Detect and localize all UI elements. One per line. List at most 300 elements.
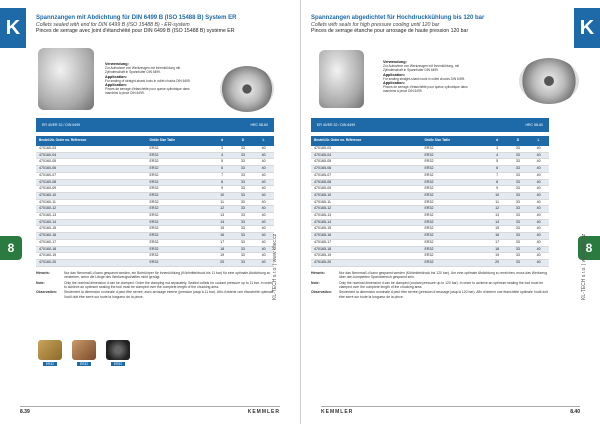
accessory-label: ER32 xyxy=(111,362,125,366)
table-cell: 40 xyxy=(253,206,274,213)
table-cell: 40 xyxy=(253,152,274,159)
table-cell: 3 xyxy=(212,146,233,152)
chapter-tab: 8 xyxy=(578,236,600,260)
usage-text-de: Zur Aufnahme von Werkzeugen mit Innenkühlung, mit Zylinderschaft in Spannfutter DIN 6499. xyxy=(383,64,459,73)
table-cell: 33 xyxy=(233,233,254,240)
accessory-item xyxy=(104,340,132,366)
table-cell: 470160-11 xyxy=(36,199,147,206)
table-cell: 33 xyxy=(233,253,254,260)
table-cell: 40 xyxy=(253,146,274,152)
table-cell: ER32 xyxy=(422,186,487,193)
side-text: KL-TECH s.r.o. | www.kltec.cz xyxy=(581,233,587,300)
table-row xyxy=(36,186,274,193)
table-cell: 40 xyxy=(253,159,274,166)
table-cell: 14 xyxy=(212,219,233,226)
table-cell: 12 xyxy=(212,206,233,213)
note-label: Hinweis: xyxy=(36,271,50,275)
footer xyxy=(321,406,580,416)
table-row xyxy=(311,233,549,240)
table-row xyxy=(311,253,549,260)
table-cell: 470160-06 xyxy=(36,166,147,173)
table-cell: 40 xyxy=(528,179,549,186)
table-cell: 10 xyxy=(212,192,233,199)
table-cell: 40 xyxy=(528,206,549,213)
note-row xyxy=(36,271,274,280)
page-title xyxy=(36,15,276,35)
accessory-item xyxy=(70,340,98,366)
table-cell: 40 xyxy=(253,166,274,173)
table-cell: 470160-12 xyxy=(36,206,147,213)
table-cell: 470165-14 xyxy=(311,219,422,226)
table-cell: 11 xyxy=(487,199,508,206)
table-cell: 470160-14 xyxy=(36,219,147,226)
table-cell: ER32 xyxy=(147,259,212,266)
table-cell: 33 xyxy=(233,152,254,159)
title-fr: Pinces de serrage avec joint d'étanchéité pour DIN 6499 B (ISO 15488 B) système ER xyxy=(36,28,235,35)
table-cell: 40 xyxy=(528,219,549,226)
table-cell: 33 xyxy=(508,226,529,233)
table-cell: 470165-09 xyxy=(311,186,422,193)
table-cell: 33 xyxy=(508,192,529,199)
notes xyxy=(311,271,549,300)
usage-text-de: Zur Aufnahme von Werkzeugen mit Innenkühlung mit Zylinderschaft in Spannfutter DIN 6499. xyxy=(105,66,181,75)
table-cell: 16 xyxy=(212,233,233,240)
table-cell: 13 xyxy=(487,213,508,220)
usage-text-en: For sealing straight-shank tools in collet chucks DIN 6499. xyxy=(383,76,466,81)
table-cell: ER32 xyxy=(422,239,487,246)
table-cell: 470165-15 xyxy=(311,226,422,233)
table-row xyxy=(36,246,274,253)
collet-image xyxy=(319,50,364,108)
spec-hardness: HRC 58-60 xyxy=(250,123,268,127)
spec-hardness: HRC 58-60 xyxy=(525,123,543,127)
table-cell: 18 xyxy=(212,246,233,253)
col-D: D xyxy=(233,136,254,146)
table-cell: 40 xyxy=(253,186,274,193)
note-label: Hinweis: xyxy=(311,271,325,275)
table-row xyxy=(311,219,549,226)
table-cell: 40 xyxy=(528,246,549,253)
col-d: d xyxy=(487,136,508,146)
collet-front-view xyxy=(519,58,579,104)
table-cell: 17 xyxy=(212,239,233,246)
table-cell: ER32 xyxy=(147,219,212,226)
table-cell: 40 xyxy=(253,219,274,226)
table-cell: 33 xyxy=(233,166,254,173)
note-row xyxy=(36,281,274,290)
table-cell: ER32 xyxy=(147,206,212,213)
table-cell: 13 xyxy=(212,213,233,220)
table-cell: 40 xyxy=(528,152,549,159)
table-cell: 470160-15 xyxy=(36,226,147,233)
note-row xyxy=(36,290,274,299)
col-L: L xyxy=(253,136,274,146)
table-cell: 7 xyxy=(487,172,508,179)
table-cell: ER32 xyxy=(147,246,212,253)
table-cell: 470160-16 xyxy=(36,233,147,240)
table-cell: 20 xyxy=(212,259,233,266)
table-cell: 33 xyxy=(508,253,529,260)
table-cell: 40 xyxy=(253,259,274,266)
table-row xyxy=(311,206,549,213)
table-cell: ER32 xyxy=(147,213,212,220)
table-cell: ER32 xyxy=(422,146,487,152)
table-cell: 470160-08 xyxy=(36,179,147,186)
note-row xyxy=(311,281,549,290)
accessory-item xyxy=(36,340,64,366)
table-row xyxy=(36,226,274,233)
table-cell: ER32 xyxy=(147,159,212,166)
table-cell: 33 xyxy=(233,206,254,213)
table-cell: ER32 xyxy=(422,213,487,220)
table-cell: 470165-17 xyxy=(311,239,422,246)
usage-text-fr: Pinces de serrage d'étanchéité pour queue cylindrique dans mandrins à pince DIN 6499. xyxy=(383,85,468,94)
table-cell: 40 xyxy=(528,213,549,220)
table-cell: ER32 xyxy=(147,233,212,240)
table-cell: 33 xyxy=(508,146,529,152)
table-cell: 6 xyxy=(487,166,508,173)
table-cell: 470165-19 xyxy=(311,253,422,260)
table-cell: 470165-06 xyxy=(311,166,422,173)
table-cell: ER32 xyxy=(422,259,487,266)
table-row xyxy=(311,239,549,246)
table-cell: 470165-05 xyxy=(311,159,422,166)
table-row xyxy=(36,172,274,179)
table-cell: 470160-03 xyxy=(36,146,147,152)
table-row xyxy=(36,192,274,199)
table-cell: 40 xyxy=(528,253,549,260)
page-number: 8.39 xyxy=(20,408,30,415)
note-text: Nur das Nennmaß d kann gespannt werden (Kühlmitteldruck bis 120 bar). Um eine optimale Abdichtung zu erreichen, muss das Werkzeug über den kompletten Spannbereich gespannt sein. xyxy=(339,271,548,280)
note-label: Observation: xyxy=(36,290,57,295)
table-cell: 470165-12 xyxy=(311,206,422,213)
table-cell: 470160-17 xyxy=(36,239,147,246)
table-row xyxy=(36,206,274,213)
table-cell: ER32 xyxy=(422,179,487,186)
table-row xyxy=(36,152,274,159)
table-cell: ER32 xyxy=(147,192,212,199)
col-L: L xyxy=(528,136,549,146)
table-cell: 40 xyxy=(528,186,549,193)
usage-label-en: Application: xyxy=(105,74,127,79)
table-cell: ER32 xyxy=(147,226,212,233)
table-cell: 4 xyxy=(487,152,508,159)
table-cell: 33 xyxy=(233,179,254,186)
table-cell: 8 xyxy=(487,179,508,186)
table-cell: 3 xyxy=(487,146,508,152)
accessory-image xyxy=(106,340,130,360)
table-cell: 470165-20 xyxy=(311,259,422,266)
table-cell: ER32 xyxy=(422,246,487,253)
table-cell: 9 xyxy=(487,186,508,193)
table-cell: 470160-18 xyxy=(36,246,147,253)
table-cell: 33 xyxy=(233,199,254,206)
table-cell: 470165-13 xyxy=(311,213,422,220)
table-row xyxy=(311,152,549,159)
table-cell: ER32 xyxy=(147,172,212,179)
spec-standard: ER 40/ER 32 / DIN 6499 xyxy=(42,123,81,127)
table-row xyxy=(36,199,274,206)
table-row xyxy=(311,213,549,220)
table-cell: 33 xyxy=(233,213,254,220)
table-cell: 7 xyxy=(212,172,233,179)
usage-label-fr: Application: xyxy=(105,83,127,88)
note-text: Nur das Nennmaß d kann gespannt werden, ein Bohrkörper für Innenkühlung (Kühlmitteldruck bis 11 bar) für eine optimale Abdichtung zu verstehen, wenn die Länge des Werkzeugschaftes nicht genügt. xyxy=(64,271,271,280)
table-cell: 470160-07 xyxy=(36,172,147,179)
table-cell: 470160-13 xyxy=(36,213,147,220)
table-cell: 33 xyxy=(233,246,254,253)
table-row xyxy=(36,233,274,240)
table-cell: 6 xyxy=(212,166,233,173)
table-row xyxy=(36,253,274,260)
table-cell: 33 xyxy=(508,199,529,206)
table-cell: ER32 xyxy=(147,152,212,159)
table-cell: 470165-18 xyxy=(311,246,422,253)
right-page xyxy=(300,0,600,424)
note-label: Note: xyxy=(311,280,320,285)
col-size: Größe Size Taille xyxy=(147,136,212,146)
table-cell: 19 xyxy=(212,253,233,260)
table-cell: 33 xyxy=(508,213,529,220)
table-cell: 470165-08 xyxy=(311,179,422,186)
usage-label-de: Verwendung: xyxy=(383,60,407,64)
col-D: D xyxy=(508,136,529,146)
table-cell: ER32 xyxy=(422,226,487,233)
table-cell: 470165-07 xyxy=(311,172,422,179)
table-cell: 40 xyxy=(253,253,274,260)
table-cell: 19 xyxy=(487,253,508,260)
table-cell: ER32 xyxy=(147,239,212,246)
notes xyxy=(36,271,274,300)
table-cell: 33 xyxy=(233,159,254,166)
table-cell: ER32 xyxy=(422,233,487,240)
table-cell: ER32 xyxy=(422,253,487,260)
table-cell: ER32 xyxy=(147,179,212,186)
table-cell: ER32 xyxy=(147,166,212,173)
table-cell: 33 xyxy=(508,259,529,266)
table-row xyxy=(311,246,549,253)
table-cell: 33 xyxy=(233,239,254,246)
table-cell: 33 xyxy=(508,219,529,226)
table-cell: 33 xyxy=(233,192,254,199)
table-cell: 470160-09 xyxy=(36,186,147,193)
table-cell: 18 xyxy=(487,246,508,253)
table-row xyxy=(311,226,549,233)
table-cell: ER32 xyxy=(422,199,487,206)
chapter-tab: 8 xyxy=(0,236,22,260)
table-cell: 40 xyxy=(528,146,549,152)
table-cell: ER32 xyxy=(147,186,212,193)
table-cell: ER32 xyxy=(422,206,487,213)
title-en: Collets sealed with end for DIN 6499 B (ISO 15488 B) - ER-system xyxy=(36,21,190,28)
table-cell: 15 xyxy=(212,226,233,233)
note-text: Only the nominal dimension d can be clamped (coolant pressure up to 120 bar). In order to achieve an optimum sealing the tool must be clamped over the complete length of the chucking area. xyxy=(339,280,544,290)
usage-description xyxy=(383,60,478,94)
table-cell: 470165-10 xyxy=(311,192,422,199)
table-row xyxy=(311,259,549,266)
table-cell: 40 xyxy=(528,226,549,233)
table-cell: 9 xyxy=(212,186,233,193)
accessory-image xyxy=(72,340,96,360)
table-cell: 4 xyxy=(212,152,233,159)
table-cell: 33 xyxy=(508,166,529,173)
table-cell: ER32 xyxy=(422,172,487,179)
table-cell: 33 xyxy=(508,206,529,213)
usage-text-fr: Pinces de serrage d'étanchéité pour queue cylindrique dans mandrins à pince DIN 6499. xyxy=(105,87,190,96)
table-cell: 40 xyxy=(253,246,274,253)
table-cell: ER32 xyxy=(147,146,212,152)
usage-label-en: Application: xyxy=(383,72,405,77)
table-row xyxy=(36,239,274,246)
table-cell: 40 xyxy=(528,239,549,246)
table-cell: ER32 xyxy=(147,253,212,260)
table-cell: 5 xyxy=(212,159,233,166)
spec-bar xyxy=(311,118,549,132)
table-cell: 33 xyxy=(508,246,529,253)
table-cell: 40 xyxy=(253,213,274,220)
footer xyxy=(20,406,280,416)
table-row xyxy=(36,159,274,166)
product-table xyxy=(36,136,274,267)
table-cell: 5 xyxy=(487,159,508,166)
table-cell: ER32 xyxy=(422,152,487,159)
table-cell: 10 xyxy=(487,192,508,199)
table-cell: 33 xyxy=(508,239,529,246)
table-cell: 20 xyxy=(487,259,508,266)
table-row xyxy=(36,213,274,220)
table-cell: 33 xyxy=(233,219,254,226)
table-cell: 470160-19 xyxy=(36,253,147,260)
spec-standard: ER 40/ER 32 / DIN 6499 xyxy=(317,123,356,127)
table-row xyxy=(311,166,549,173)
table-cell: 40 xyxy=(528,159,549,166)
table-cell: 33 xyxy=(508,186,529,193)
footer-brand: KEMMLER xyxy=(247,408,280,415)
table-cell: 40 xyxy=(528,192,549,199)
usage-description xyxy=(105,62,200,96)
table-cell: ER32 xyxy=(422,192,487,199)
table-cell: 40 xyxy=(528,166,549,173)
table-cell: 470165-11 xyxy=(311,199,422,206)
title-en: Collets with seals for high pressure cooling until 120 bar xyxy=(311,21,440,28)
table-cell: 33 xyxy=(508,233,529,240)
table-cell: 470160-05 xyxy=(36,159,147,166)
spec-bar xyxy=(36,118,274,132)
table-cell: 40 xyxy=(253,233,274,240)
table-cell: 470165-16 xyxy=(311,233,422,240)
table-cell: 33 xyxy=(508,152,529,159)
table-row xyxy=(36,259,274,266)
table-cell: 40 xyxy=(528,172,549,179)
table-row xyxy=(311,186,549,193)
col-d: d xyxy=(212,136,233,146)
table-cell: 33 xyxy=(233,186,254,193)
table-cell: 15 xyxy=(487,226,508,233)
table-cell: 40 xyxy=(528,199,549,206)
col-order-no: Bestell-Nr. Order no. Référence xyxy=(311,136,422,146)
table-cell: 14 xyxy=(487,219,508,226)
title-de: Spannzangen abgedichtet für Hochdruckkühlung bis 120 bar xyxy=(311,15,485,21)
usage-label-de: Verwendung: xyxy=(105,62,129,66)
accessory-image xyxy=(38,340,62,360)
table-row xyxy=(36,166,274,173)
collet-front-view xyxy=(220,66,274,112)
accessories xyxy=(36,340,132,366)
table-cell: 33 xyxy=(233,226,254,233)
table-cell: 40 xyxy=(253,192,274,199)
table-cell: 40 xyxy=(253,239,274,246)
table-row xyxy=(311,179,549,186)
brand-logo: K xyxy=(0,8,26,48)
table-cell: 33 xyxy=(508,179,529,186)
table-cell: 470160-10 xyxy=(36,192,147,199)
side-text: KL-TECH s.r.o. | www.kltec.cz xyxy=(272,233,278,300)
table-cell: 16 xyxy=(487,233,508,240)
table-cell: 33 xyxy=(508,159,529,166)
page-number: 8.40 xyxy=(570,408,580,415)
note-label: Note: xyxy=(36,280,45,285)
table-cell: 33 xyxy=(233,146,254,152)
table-row xyxy=(36,179,274,186)
table-cell: 17 xyxy=(487,239,508,246)
table-cell: 12 xyxy=(487,206,508,213)
table-cell: 40 xyxy=(528,259,549,266)
title-de: Spannzangen mit Abdichtung für DIN 6499 B (ISO 15488 B) System ER xyxy=(36,15,237,21)
collet-image xyxy=(38,48,94,110)
accessory-label: ER32 xyxy=(77,362,91,366)
title-fr: Pinces de serrage étanche pour arrosage de haute pression 120 bar xyxy=(311,28,469,35)
table-cell: ER32 xyxy=(422,166,487,173)
usage-label-fr: Application: xyxy=(383,81,405,86)
table-cell: 8 xyxy=(212,179,233,186)
table-cell: ER32 xyxy=(422,159,487,166)
product-table xyxy=(311,136,549,267)
note-label: Observation: xyxy=(311,290,332,295)
col-size: Größe Size Taille xyxy=(422,136,487,146)
table-row xyxy=(36,219,274,226)
brand-logo: K xyxy=(574,8,600,48)
usage-text-en: For sealing of straight-shank tools in collet chucks DIN 6499. xyxy=(105,78,191,83)
table-cell: 470160-04 xyxy=(36,152,147,159)
table-cell: 40 xyxy=(253,179,274,186)
table-row xyxy=(311,192,549,199)
table-cell: 470165-03 xyxy=(311,146,422,152)
table-cell: 470160-20 xyxy=(36,259,147,266)
table-row xyxy=(311,172,549,179)
note-text: Seulement la dimension nominale d peut être serrée, avec arrosage interne (pression jusqu'à 11 bar). Afin d'obtenir une étanchéité optimale l'outil doit être serré sur toute la longueur de la pince. xyxy=(64,290,274,299)
note-text: Only the nominal dimension d can be clamped. Order the clamping nut separately. Sealed collets for coolant pressure up to 11 bar. In order to achieve an optimum sealing the tool must be clamped over the complete length of the chucking area. xyxy=(64,280,273,290)
table-cell: ER32 xyxy=(422,219,487,226)
note-text: Seulement la dimension nominale d peut être serrée (pression d'arrosage jusqu'à 120 bar). Afin d'obtenir une étanchéité optimale l'outil doit être serré sur toute la longueur de la pince. xyxy=(339,290,548,299)
table-cell: 40 xyxy=(528,233,549,240)
table-cell: 33 xyxy=(233,172,254,179)
table-cell: 470165-04 xyxy=(311,152,422,159)
table-cell: 33 xyxy=(508,172,529,179)
footer-brand: KEMMLER xyxy=(321,408,354,415)
col-order-no: Bestell-Nr. Order no. Référence xyxy=(36,136,147,146)
table-cell: ER32 xyxy=(147,199,212,206)
page-title xyxy=(311,15,551,35)
accessory-label: ER32 xyxy=(43,362,57,366)
note-row xyxy=(311,271,549,280)
table-cell: 40 xyxy=(253,226,274,233)
table-cell: 11 xyxy=(212,199,233,206)
table-cell: 33 xyxy=(233,259,254,266)
table-cell: 40 xyxy=(253,172,274,179)
note-row xyxy=(311,290,549,299)
table-cell: 40 xyxy=(253,199,274,206)
table-row xyxy=(311,159,549,166)
